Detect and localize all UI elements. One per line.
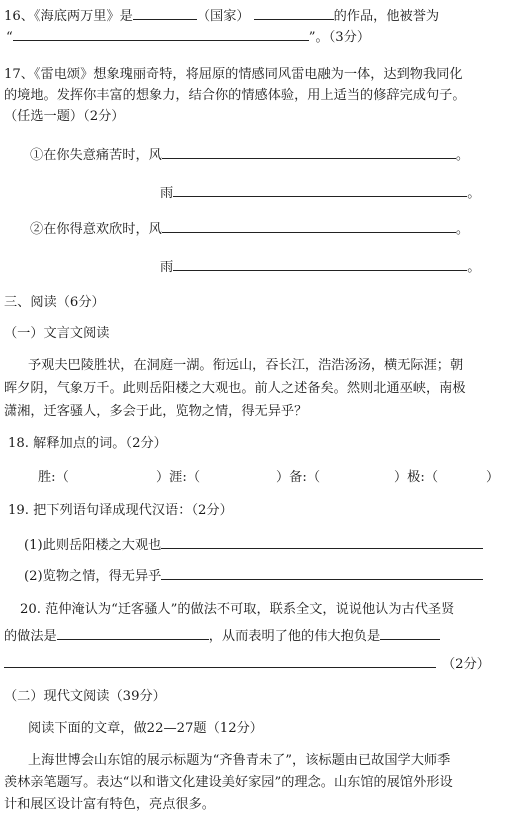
period: 。 [455,148,470,163]
q16-prefix: 16、《海底两万里》是 [4,9,133,24]
q19-item1-label: (1)此则岳阳楼之大观也 [24,538,162,553]
q19-item1-blank[interactable] [161,536,483,549]
q20-line2 [4,627,440,645]
q16-open-quote: “ [6,30,13,45]
q17-line3: （任选一题）（2分） [4,109,125,124]
q20-line2-start: 的做法是 [4,629,57,644]
passage-line3: 潇湘，迁客骚人，多会于此，览物之情，得无异乎？ [4,404,308,419]
q19-item1 [24,536,483,554]
q17-option2-rain-blank[interactable] [173,258,467,271]
q20-line2-middle: ，从而表明了他的伟大抱负是 [208,629,381,644]
q18-item-ya: ）涯:（ [156,470,201,485]
part2-text-line1: 上海世博会山东馆的展示标题为“齐鲁青未了”，该标题由已故国学大师季 [28,753,451,768]
q17-option2-wind [30,220,469,238]
passage-line2: 晖夕阴，气象万千。此则岳阳楼之大观也。前人之述备矣。然则北通巫峡，南极 [4,381,466,396]
q20-line3 [4,655,490,673]
q16-author-blank[interactable] [133,7,197,20]
part2-instruction: 阅读下面的文章，做22—27题（12分） [28,721,263,736]
q17-option1-wind [30,146,469,164]
period: 。 [467,260,481,275]
q17-option1-rain [160,184,480,202]
section3-title: 三、阅读（6分） [4,295,105,310]
q19-item2 [24,567,483,585]
part2-text-line3: 计和展区设计富有特色，亮点很多。 [4,797,215,812]
q17-option2-prefix: ②在你得意欢欣时，风 [30,222,162,237]
q20-sages-blank[interactable] [57,627,209,640]
q18-item-ji: ）极:（ [394,470,439,485]
q17-option1-rain-label: 雨 [160,186,174,201]
part2-title: （二）现代文阅读（39分） [4,689,166,704]
q17-option2-rain-label: 雨 [160,260,174,275]
q16-line1 [4,7,439,25]
q17-option1-wind-blank[interactable] [162,146,456,159]
q17-option1-rain-blank[interactable] [173,184,467,197]
q16-title-blank[interactable] [13,28,309,41]
section3-part1: （一）文言文阅读 [4,326,110,341]
q20-score: （2分） [442,657,490,672]
q18-title: 18. 解释加点的词。（2分） [8,436,167,451]
q16-country-blank[interactable] [254,7,334,20]
q17-option2-rain [160,258,480,276]
q16-middle: （国家） [196,9,250,24]
q20-ambition-blank-cont[interactable] [4,655,436,668]
q19-item2-blank[interactable] [161,567,483,580]
q18-item-end: ） [486,470,500,485]
passage-line1: 予观夫巴陵胜状，在洞庭一湖。衔远山，吞长江，浩浩汤汤，横无际涯；朝 [28,358,464,373]
q20-ambition-blank[interactable] [380,627,440,640]
q19-title: 19. 把下列语句译成现代汉语：（2分） [8,503,233,518]
q17-line1: 17、《雷电颂》想象瑰丽奇特，将屈原的情感同风雷电融为一体，达到物我同化 [4,67,463,82]
q17-line2: 的境地。发挥你丰富的想象力，结合你的情感体验，用上适当的修辞完成句子。 [4,88,466,103]
q17-option2-wind-blank[interactable] [162,220,456,233]
q16-close: ”。（3分） [308,30,371,45]
q17-option1-prefix: ①在你失意痛苦时，风 [30,148,162,163]
q19-item2-label: (2)览物之情，得无异乎 [24,569,162,584]
q18-item-sheng: 胜:（ [38,470,69,485]
part2-text-line2: 羡林亲笔题写。表达“以和谐文化建设美好家园”的理念。山东馆的展馆外形设 [4,775,453,790]
q20-line1: 20. 范仲淹认为“迁客骚人”的做法不可取，联系全文，说说他认为古代圣贤 [20,602,455,617]
period: 。 [467,186,481,201]
period: 。 [455,222,470,237]
q18-item-bei: ）备:（ [276,470,321,485]
q16-suffix: 的作品，他被誉为 [333,9,440,24]
q16-line2 [6,28,370,46]
